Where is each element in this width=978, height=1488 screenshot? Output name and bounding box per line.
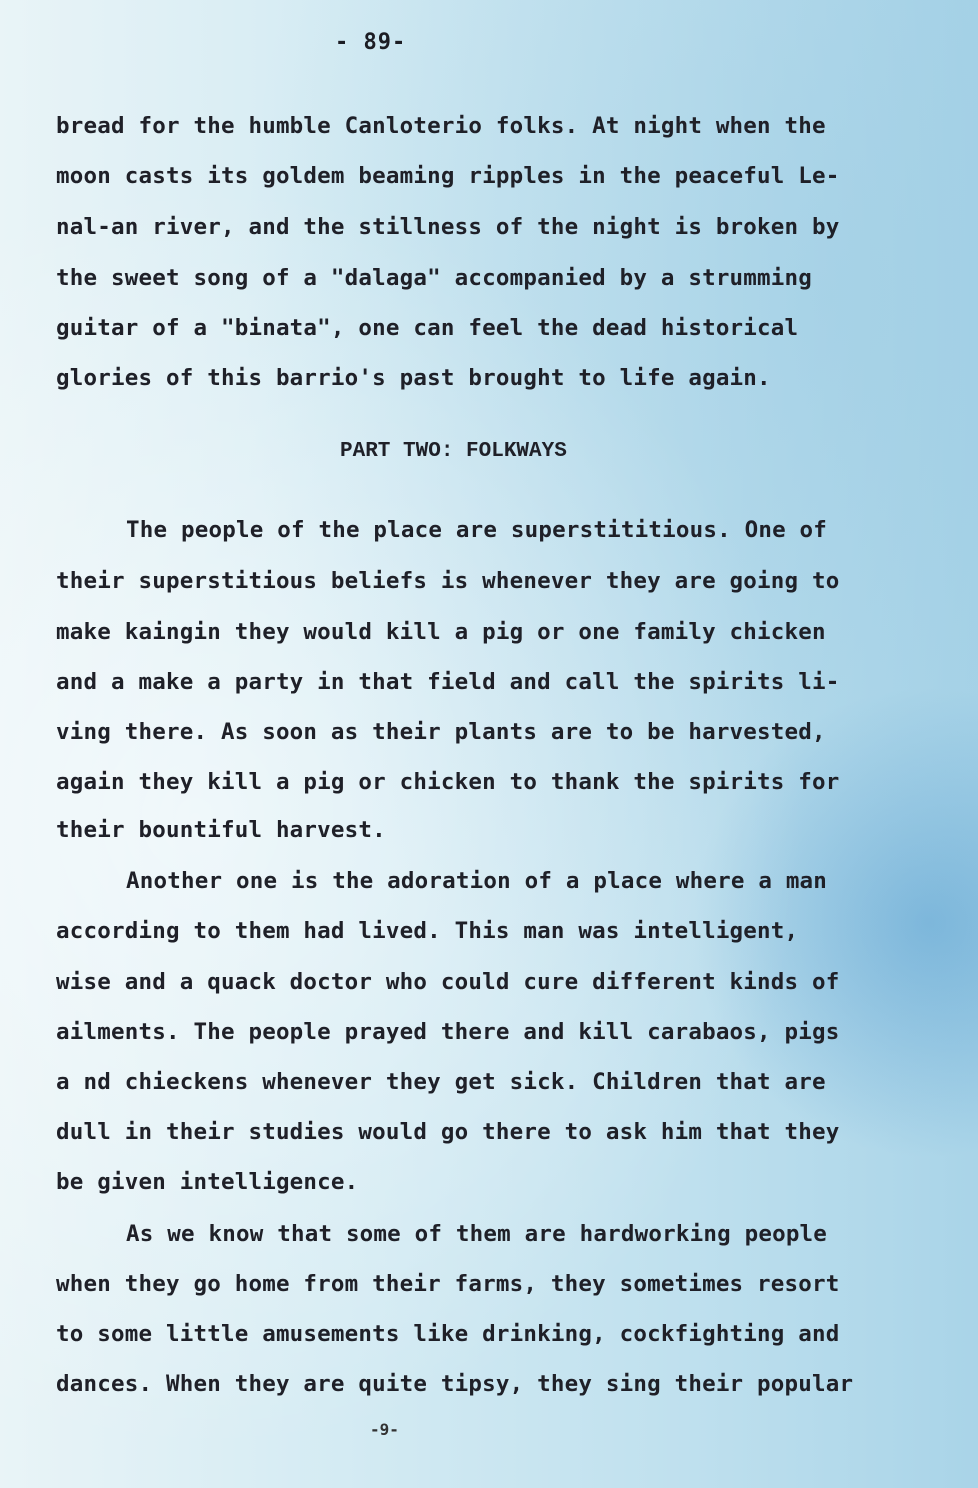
text-line: guitar of a "binata", one can feel the dead historical (56, 315, 799, 341)
text-line: dull in their studies would go there to ask him that they (56, 1119, 840, 1145)
text-line: again they kill a pig or chicken to thank the spirits for (56, 769, 840, 795)
text-line: ving there. As soon as their plants are to be harvested, (56, 719, 826, 745)
text-line: nal-an river, and the stillness of the night is broken by (56, 214, 840, 240)
text-line: according to them had lived. This man was intelligent, (56, 918, 799, 944)
text-line: to some little amusements like drinking, cockfighting and (56, 1321, 840, 1347)
text-line: when they go home from their farms, they sometimes resort (56, 1271, 840, 1297)
text-line: The people of the place are superstititious. One of (126, 517, 828, 543)
text-line: dances. When they are quite tipsy, they sing their popular (56, 1371, 854, 1397)
text-line: As we know that some of them are hardworking people (126, 1221, 828, 1247)
text-line: and a make a party in that field and call the spirits li- (56, 669, 840, 695)
text-line: glories of this barrio's past brought to life again. (56, 365, 771, 391)
section-heading: PART TWO: FOLKWAYS (340, 440, 567, 463)
text-line: wise and a quack doctor who could cure different kinds of (56, 969, 840, 995)
page-number-bottom: -9- (370, 1420, 399, 1439)
text-line: the sweet song of a "dalaga" accompanied by a strumming (56, 265, 813, 291)
text-line: a nd chieckens whenever they get sick. Children that are (56, 1069, 826, 1095)
text-line: make kaingin they would kill a pig or one family chicken (56, 619, 826, 645)
text-line: bread for the humble Canloterio folks. At night when the (56, 113, 826, 139)
text-line: their bountiful harvest. (56, 817, 386, 843)
page-number-top: - 89- (335, 30, 407, 55)
text-line: Another one is the adoration of a place where a man (126, 868, 828, 894)
text-line: their superstitious beliefs is whenever they are going to (56, 568, 840, 594)
text-line: moon casts its goldem beaming ripples in the peaceful Le- (56, 163, 840, 189)
text-line: ailments. The people prayed there and kill carabaos, pigs (56, 1019, 840, 1045)
text-line: be given intelligence. (56, 1169, 359, 1195)
